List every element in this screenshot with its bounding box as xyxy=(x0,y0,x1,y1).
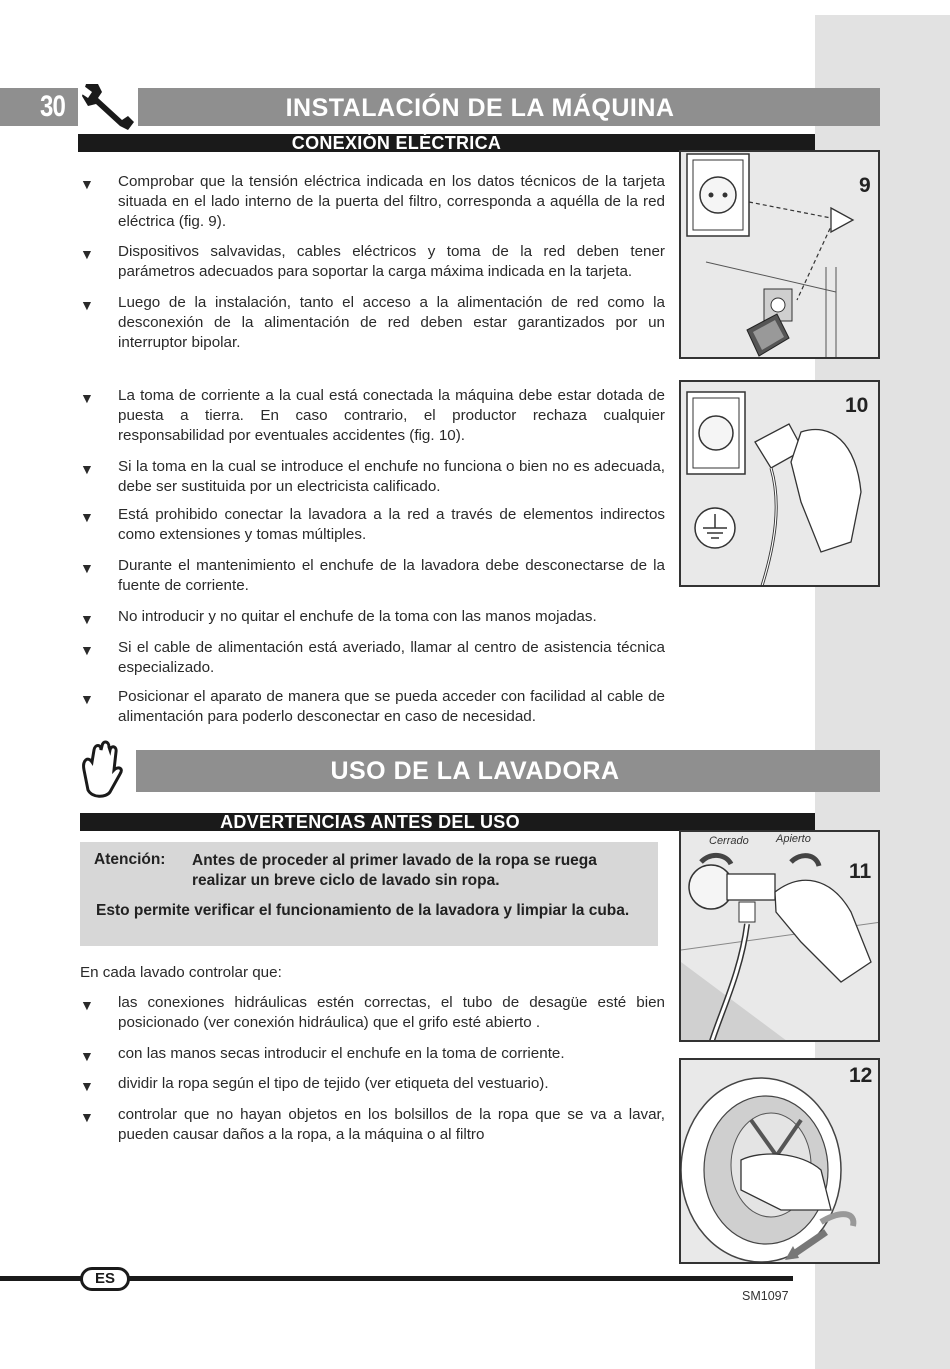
figure-number: 12 xyxy=(849,1064,873,1087)
bullet-marker: ▼ xyxy=(80,1048,94,1064)
list-item: ▼ Comprobar que la tensión eléctrica indicada en los datos técnicos de la tarjeta situada en el lado interno de la puerta del filtro, corresponda a aquélla de la red eléctrica (fig. 9). xyxy=(80,173,665,230)
list-item: ▼ Dispositivos salvavidas, cables eléctricos y toma de la red deben tener parámetros adecuados para soportar la carga máxima indicada en la tarjeta. xyxy=(80,243,665,280)
bullet-marker: ▼ xyxy=(80,176,94,192)
bullet-marker: ▼ xyxy=(80,997,94,1013)
list-item: ▼ No introducir y no quitar el enchufe de la toma con las manos mojadas. xyxy=(80,608,597,627)
bullet-marker: ▼ xyxy=(80,390,94,406)
language-badge: ES xyxy=(80,1267,130,1291)
section-title-installation: INSTALACIÓN DE LA MÁQUINA xyxy=(285,94,675,122)
figure-12 xyxy=(679,1058,880,1264)
warning-box xyxy=(80,842,658,946)
subsection-title-warnings: ADVERTENCIAS ANTES DEL USO xyxy=(220,812,520,832)
bullet-marker: ▼ xyxy=(80,246,94,262)
figure-10 xyxy=(679,380,880,587)
list-item: ▼ con las manos secas introducir el enchufe en la toma de corriente. xyxy=(80,1045,565,1064)
socket-plug-illustration xyxy=(681,152,880,359)
list-item: ▼ Si el cable de alimentación está averiado, llamar al centro de asistencia técnica especializado. xyxy=(80,639,665,676)
warning-text: Antes de proceder al primer lavado de la ropa se ruega realizar un breve ciclo de lavado sin ropa. xyxy=(192,852,597,889)
figure-number: 9 xyxy=(859,174,871,197)
list-item: ▼ Luego de la instalación, tanto el acceso a la alimentación de red como la desconexión de la alimentación de red deben estar garantizados por un interruptor bipolar. xyxy=(80,294,665,351)
bullet-marker: ▼ xyxy=(80,1078,94,1094)
subsection-title-electrical: CONEXIÓN ELÉCTRICA xyxy=(291,133,502,153)
washer-door-illustration xyxy=(681,1060,880,1264)
bullet-marker: ▼ xyxy=(80,461,94,477)
list-item: ▼ Si la toma en la cual se introduce el enchufe no funciona o bien no es adecuada, debe ser sustituida por un electricista calificado. xyxy=(80,458,665,495)
bullet-marker: ▼ xyxy=(80,611,94,627)
warning-text-2: Esto permite verificar el funcionamiento de la lavadora y limpiar la cuba. xyxy=(96,902,630,919)
list-item: ▼ controlar que no hayan objetos en los bolsillos de la ropa que se va a lavar, pueden causar daños a la ropa, a la máquina o al filtro xyxy=(80,1106,665,1143)
checklist-intro: En cada lavado controlar que: xyxy=(80,964,282,981)
bullet-marker: ▼ xyxy=(80,509,94,525)
document-code: SM1097 xyxy=(742,1289,789,1303)
bullet-marker: ▼ xyxy=(80,691,94,707)
list-item: ▼ Está prohibido conectar la lavadora a la red a través de elementos indirectos como extensiones y tomas múltiples. xyxy=(80,506,665,543)
figure-11 xyxy=(679,830,880,1042)
section-title-usage: USO DE LA LAVADORA xyxy=(330,757,620,785)
figure-9 xyxy=(679,150,880,359)
list-item: ▼ las conexiones hidráulicas estén correctas, el tubo de desagüe esté bien posicionado (ver conexión hidráulica) que el grifo esté abierto . xyxy=(80,994,665,1031)
figure-number: 10 xyxy=(845,394,869,417)
list-item: ▼ Durante el mantenimiento el enchufe de la lavadora debe desconectarse de la fuente de corriente. xyxy=(80,557,665,594)
bullet-marker: ▼ xyxy=(80,1109,94,1125)
hand-icon xyxy=(78,740,136,800)
wrench-icon xyxy=(78,76,138,132)
bullet-marker: ▼ xyxy=(80,297,94,313)
bullet-marker: ▼ xyxy=(80,642,94,658)
figure-number: 11 xyxy=(849,860,872,883)
label-open: Apierto xyxy=(776,833,811,845)
page-number: 30 xyxy=(40,90,66,123)
warning-label: Atención: xyxy=(94,851,166,868)
list-item: ▼ Posicionar el aparato de manera que se pueda acceder con facilidad al cable de alimentación para poderlo desconectar en caso de necesidad. xyxy=(80,688,665,725)
label-closed: Cerrado xyxy=(709,835,749,847)
list-item: ▼ dividir la ropa según el tipo de tejido (ver etiqueta del vestuario). xyxy=(80,1075,549,1094)
bullet-marker: ▼ xyxy=(80,560,94,576)
list-item: ▼ La toma de corriente a la cual está conectada la máquina debe estar dotada de puesta a tierra. En caso contrario, el productor rechaza cualquier responsabilidad por eventuales accidentes (fig. 10). xyxy=(80,387,665,444)
